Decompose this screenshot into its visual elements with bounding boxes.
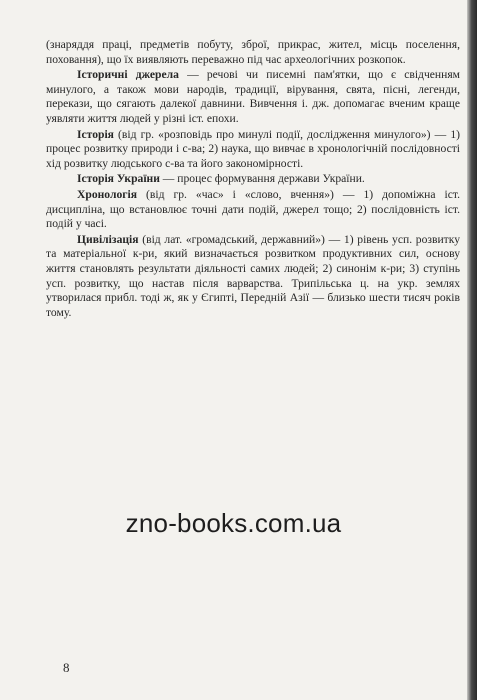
entry-term: Історія bbox=[77, 127, 114, 141]
entry-definition: (від гр. «розповідь про минулі події, дослідження минулого») — 1) процес розвитку природи і с-ва; 2) наука, що вивчає в хронологічній послідовності хід розвитку людського с-ва та його закономірності. bbox=[46, 127, 460, 170]
entry-history bbox=[46, 128, 460, 172]
paragraph-continuation bbox=[46, 38, 460, 67]
entry-term: Цивілізація bbox=[77, 232, 139, 246]
entry-definition: — процес формування держави України. bbox=[159, 172, 365, 186]
book-spine-shadow bbox=[467, 0, 477, 700]
glossary-text bbox=[46, 38, 460, 321]
entry-historical-sources bbox=[46, 68, 460, 126]
entry-civilization bbox=[46, 233, 460, 321]
entry-term: Історичні джерела bbox=[77, 68, 179, 82]
entry-definition: — речові чи писемні пам'ятки, що є свідченням минулого, а також мови народів, традиції, вірування, свята, пісні, легенди, перекази, що сягають далекої давнини. Вивчення і. дж. допомагає вченим краще уявляти життя людей у різні іст. епохи. bbox=[46, 68, 461, 125]
entry-term: Хронологія bbox=[77, 187, 138, 201]
entry-term: Історія України bbox=[77, 172, 160, 186]
entry-definition: (від гр. «час» і «слово, вчення») — 1) допоміжна іст. дисципліна, що встановлює точні дати подій, джерел тощо; 2) послідовність іст. подій у часі. bbox=[46, 187, 460, 231]
entry-chronology bbox=[46, 188, 460, 232]
entry-history-of-ukraine bbox=[46, 172, 460, 187]
watermark: zno-books.com.ua bbox=[125, 508, 342, 538]
paragraph-text: (знаряддя праці, предметів побуту, зброї, прикрас, жител, місць поселення, поховання), що їх виявляють переважно під час археологічних розкопок. bbox=[46, 38, 460, 66]
entry-definition: (від лат. «громадський, державний») — 1) рівень усп. розвитку та матеріальної к-ри, який визначається розвитком продуктивних сил, основу життя становлять результати діяльності самих людей; 2) синонім к-ри; 3) ступінь усп. розвитку, що настав після варварства. Трипільська ц. на укр. землях утворилася прибл. тоді ж, як у Єгипті, Передній Азії — близько шести тисяч років тому. bbox=[46, 232, 460, 319]
page-number: 8 bbox=[63, 660, 70, 675]
